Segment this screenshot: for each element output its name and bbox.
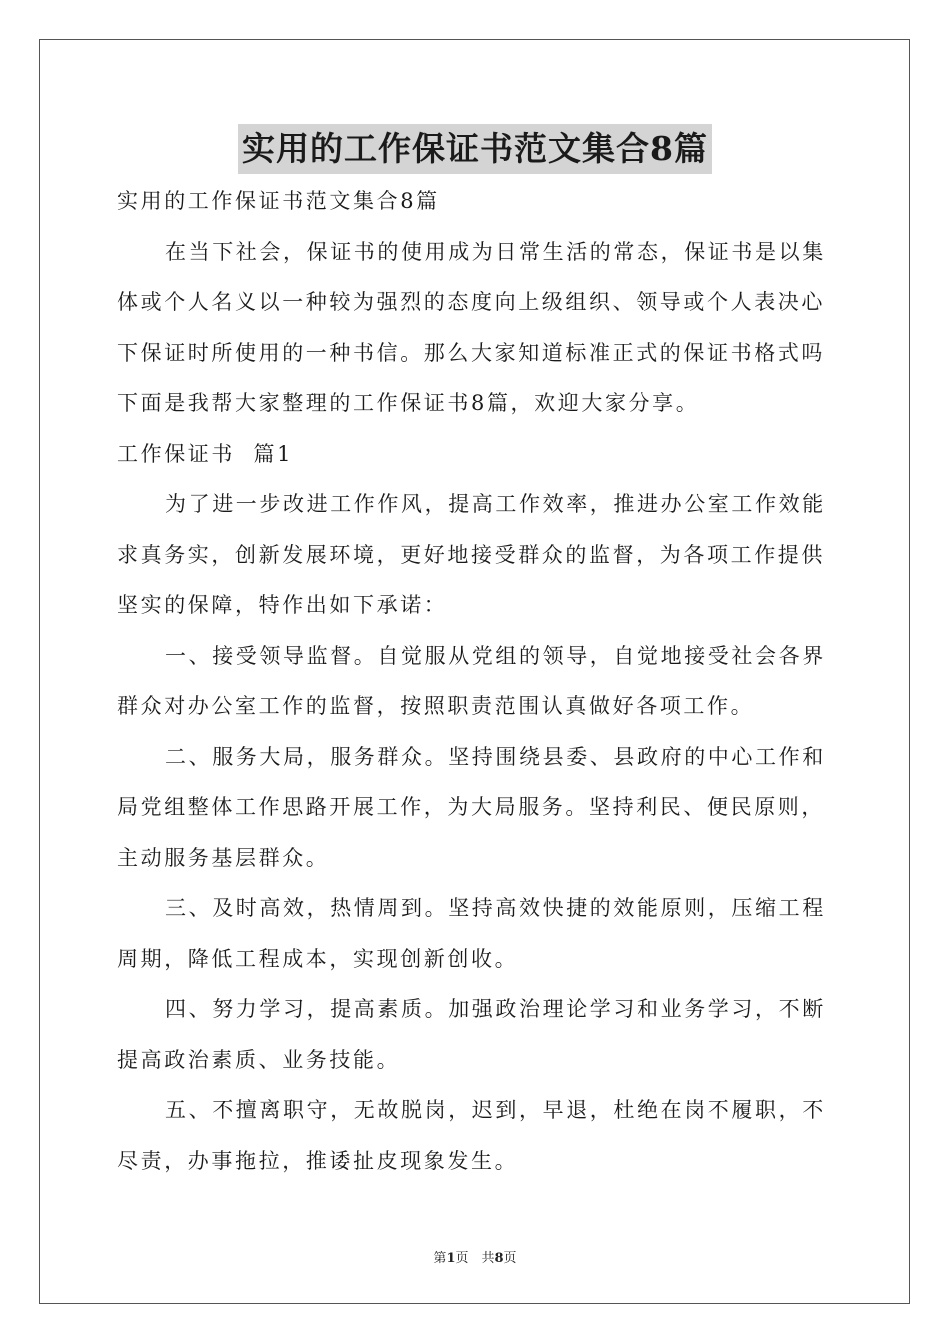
page-suffix: 页	[503, 1251, 517, 1266]
paragraph-line: 下面是我帮大家整理的工作保证书8篇，欢迎大家分享。	[117, 391, 700, 415]
paragraph-line: 求真务实，创新发展环境，更好地接受群众的监督，为各项工作提供	[117, 542, 825, 567]
paragraph-line: 周期，降低工程成本，实现创新创收。	[117, 946, 519, 971]
paragraph-line: 主动服务基层群众。	[117, 845, 330, 870]
paragraph-line: 为了进一步改进工作作风，提高工作效率，推进办公室工作效能	[165, 492, 826, 516]
page-mid: 页 共	[455, 1251, 495, 1266]
paragraph-line: 在当下社会，保证书的使用成为日常生活的常态，保证书是以集	[165, 239, 826, 264]
paragraph-line: 坚实的保障，特作出如下承诺：	[117, 593, 448, 617]
subtitle-line: 实用的工作保证书范文集合8篇	[117, 189, 440, 213]
paragraph-line: 二、服务大局，服务群众。坚持围绕县委、县政府的中心工作和	[165, 744, 826, 769]
paragraph-line: 下保证时所使用的一种书信。那么大家知道标准正式的保证书格式吗	[117, 340, 825, 365]
document-body	[117, 176, 837, 1186]
paragraph-line: 五、不擅离职守，无故脱岗，迟到，早退，杜绝在岗不履职，不	[165, 1098, 826, 1122]
section-heading: 工作保证书 篇1	[117, 441, 294, 466]
paragraph-line: 四、努力学习，提高素质。加强政治理论学习和业务学习，不断	[165, 997, 826, 1021]
page-footer	[0, 1247, 950, 1266]
paragraph-line: 群众对办公室工作的监督，按照职责范围认真做好各项工作。	[117, 694, 755, 718]
document-title: 实用的工作保证书范文集合8篇	[238, 124, 712, 174]
page-current-number: 1	[446, 1251, 456, 1266]
paragraph-line: 尽责，办事拖拉，推诿扯皮现象发生。	[117, 1148, 519, 1173]
title-container	[0, 124, 950, 174]
paragraph-line: 提高政治素质、业务技能。	[117, 1047, 401, 1072]
page-prefix: 第	[433, 1251, 447, 1266]
paragraph-line: 体或个人名义以一种较为强烈的态度向上级组织、领导或个人表决心	[117, 290, 825, 314]
paragraph-line: 局党组整体工作思路开展工作，为大局服务。坚持利民、便民原则，	[117, 795, 825, 819]
paragraph-line: 一、接受领导监督。自觉服从党组的领导，自觉地接受社会各界	[165, 643, 826, 668]
page-total-number: 8	[494, 1251, 504, 1266]
paragraph-line: 三、及时高效，热情周到。坚持高效快捷的效能原则，压缩工程	[165, 896, 826, 920]
